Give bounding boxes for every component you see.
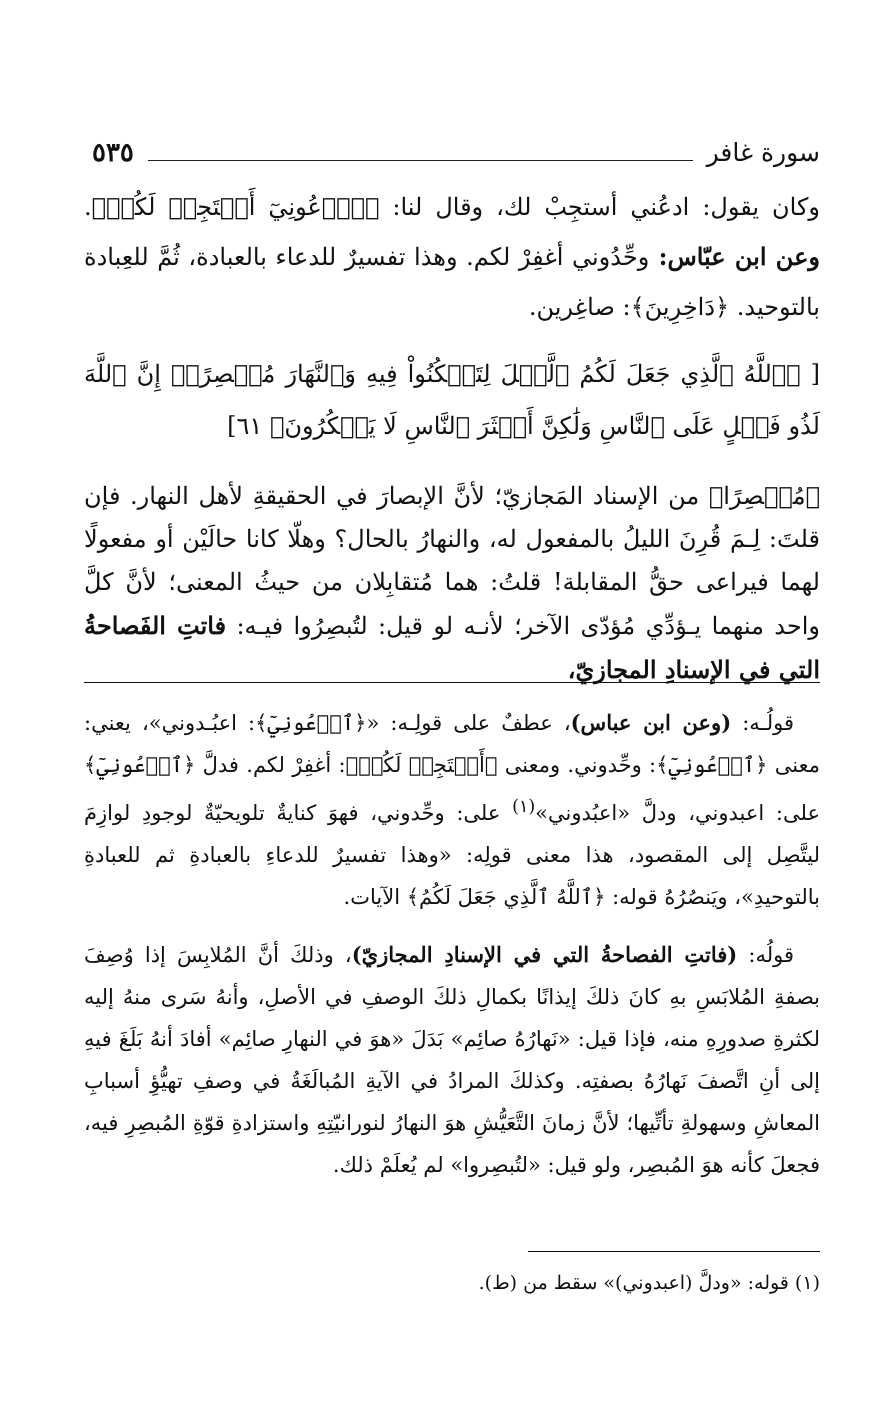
- verse-bracket: [: [800, 360, 820, 388]
- text-segment: من الإسناد المَجازيّ؛ لأنَّ الإبصارَ في الحقيقةِ لأهل النهار. فإن قلتَ: لِـمَ قُرِنَ الليلُ بالمفعول له، والنهارُ بالحال؟ وهلّا كانا حالَيْن أو مفعولًا لهما فيراعى حقُّ المقابلة! قلتُ: هما مُتقابِلان من حيثُ المعنى؛ لأنَّ كلَّ واحد منهما يـؤدِّي مُؤدّى الآخر؛ لأنـه لو قيل: لتُبصِرُوا فيـه:: [84, 482, 820, 640]
- quran-quote: ﴿ٱدۡعُونِيٓ﴾: [84, 753, 196, 777]
- text-segment: وكان يقول: ادعُني أستجِبْ لك، وقال لنا:: [379, 193, 820, 221]
- surah-title: سورة غافر: [706, 138, 820, 167]
- text-segment: ، عطفٌ على قولِـه: «: [366, 711, 571, 735]
- text-segment: على: اعبدوني، ودلَّ «اعبُدوني»: [535, 801, 820, 825]
- verse-text: [84, 348, 820, 452]
- footnote: (١) قوله: «ودلَّ (اعبدوني)» سقط من (ط).: [478, 1272, 820, 1294]
- footnote-rule: [528, 1251, 820, 1252]
- text-segment: قولُـه:: [731, 711, 794, 735]
- bold-segment: (فاتتِ الفصاحةُ التي في الإسنادِ المجازيّ): [351, 942, 738, 967]
- bold-segment: فاتتِ الفَصاحةُ التي في الإسنادِ المجازيّ،: [84, 611, 820, 684]
- commentary-text: [84, 182, 820, 332]
- text-segment: : صاغِرين.: [528, 293, 631, 321]
- quran-quote: ﴿ٱدۡعُونِيٓ﴾: [656, 753, 768, 777]
- commentary-paragraph-2: [84, 475, 820, 692]
- text-segment: وحِّدُوني أغفِرْ لكم. وهذا تفسيرٌ للدعاء بالعبادة، ثُمَّ للعِبادة بالتوحيد.: [84, 243, 820, 321]
- text-segment: .: [84, 193, 92, 221]
- running-header: [92, 128, 820, 168]
- header-rule: [148, 160, 693, 161]
- bold-segment: (وعن ابن عباس): [570, 710, 732, 735]
- text-segment: : وحِّدوني. ومعنى: [497, 753, 657, 777]
- verse-number: ٦١]: [227, 412, 270, 440]
- text-segment: الآيات.: [343, 885, 407, 909]
- quran-quote: ﴿ٱدۡعُونِيٓ﴾: [255, 711, 367, 735]
- text-segment: قولُه:: [737, 943, 794, 967]
- gloss-paragraph-2: [84, 934, 820, 1186]
- text-segment: على: وحِّدوني، فهوَ كنايةٌ تلويحيّةٌ لوجودِ لوازِمَ ليتَّصِل إلى المقصود، هذا معنى قولِه: «وهذا تفسيرٌ للدعاءِ بالعبادةِ ثم للعبادةِ بالتوحيدِ»، ويَنصُرُهُ قوله:: [84, 801, 820, 909]
- commentary-text: [84, 475, 820, 692]
- quran-quote: ﴿أَسۡتَجِبۡ لَكُمۡ﴾: [345, 753, 498, 777]
- text-segment: ، وذلكَ أنَّ المُلابِسَ إذا وُصِفَ بصفةِ المُلابَسِ بهِ كانَ ذلكَ إيذانًا بكمالِ ذلكَ الوصفِ في الأصلِ، وأنهُ سَرى منهُ إليه لكثرةِ صدورِهِ منه، فإذا قيل: «نَهارُهُ صائِم» بَدَلَ «هوَ في النهارِ صائِم» أفادَ أنهُ بَلَغَ فيهِ إلى أنِ اتَّصفَ نَهارُهُ بصفتِه. وكذلكَ المرادُ في الآيةِ المُبالَغَةُ في وصفِ تهيُّؤِ أسبابِ المعاشِ وسهولةِ تأتِّيها؛ لأنَّ زمانَ التَّعَيُّشِ هوَ النهارُ لنورانيّتِهِ واستزادةِ قوّةِ المُبصِرِ فيه، فجعلَ كأنه هوَ المُبصِر، ولو قيل: «لتُبصِروا» لم يُعلَمْ ذلك.: [84, 943, 820, 1177]
- bold-segment: وعن ابن عبّاس:: [649, 242, 820, 271]
- gloss-section: [84, 702, 820, 1202]
- quran-quote: ﴿ٱدۡعُونِيٓ أَسۡتَجِبۡ لَكُمۡ﴾: [91, 193, 380, 221]
- quran-quote: ﴿ٱللَّهُ ٱلَّذِي جَعَلَ لَكُمُ﴾: [406, 885, 606, 909]
- text-segment: : أغفِرْ لكم. فدلَّ: [195, 753, 346, 777]
- verse-block: [84, 348, 820, 452]
- footnote-marker: (١): [512, 797, 536, 817]
- section-divider: [84, 682, 820, 683]
- gloss-paragraph-1: [84, 702, 820, 918]
- quran-quote: ﴿دَاخِرِينَ﴾: [630, 293, 730, 321]
- commentary-paragraph-1: [84, 182, 820, 332]
- text-segment: : اعبُـدوني»، يعني: معنى: [84, 711, 820, 777]
- quran-verse: ﴿ٱللَّهُ ٱلَّذِي جَعَلَ لَكُمُ ٱلَّيۡلَ لِتَسۡكُنُواْ فِيهِ وَٱلنَّهَارَ مُبۡصِرًاۚ إِنَّ ٱللَّهَ لَذُو فَضۡلٍ عَلَى ٱلنَّاسِ وَلَٰكِنَّ أَكۡثَرَ ٱلنَّاسِ لَا يَشۡكُرُونَ﴾: [84, 360, 820, 440]
- page-number: ٥٣٥: [92, 138, 134, 168]
- quran-quote: ﴿مُبۡصِرًا﴾: [708, 482, 820, 510]
